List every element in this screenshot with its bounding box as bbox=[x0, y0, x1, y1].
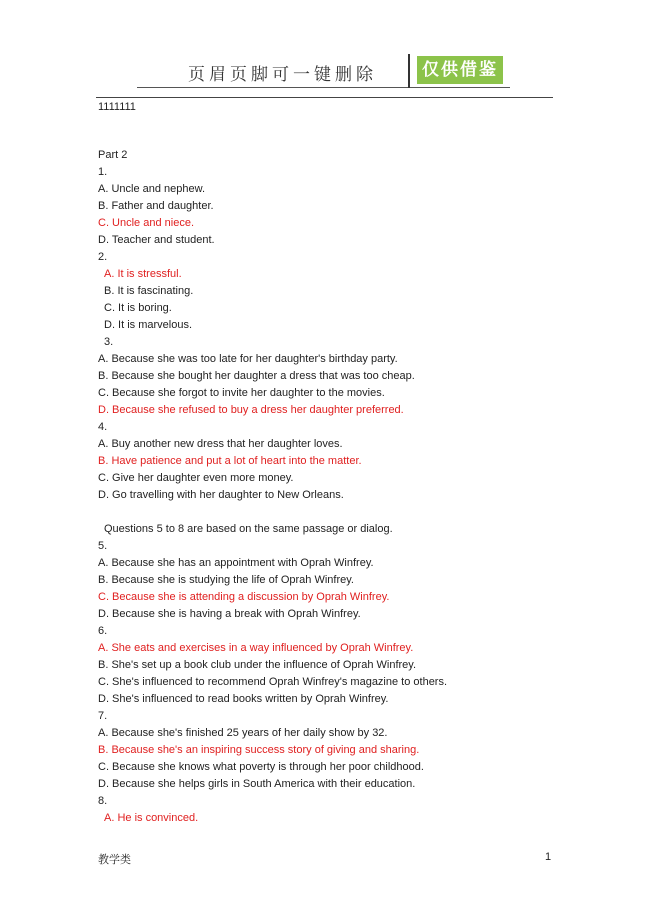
question-number: 5. bbox=[98, 540, 108, 552]
part-title: Part 2 bbox=[98, 149, 128, 161]
header-rule bbox=[137, 87, 510, 88]
option-text: D. She's influenced to read books written by Oprah Winfrey. bbox=[98, 693, 389, 705]
footer-category: 教学类 bbox=[98, 854, 131, 866]
question-number: 3. bbox=[104, 336, 114, 348]
option-text: C. Because she forgot to invite her daughter to the movies. bbox=[98, 387, 385, 399]
correct-answer: A. She eats and exercises in a way influenced by Oprah Winfrey. bbox=[98, 642, 414, 654]
option-text: C. It is boring. bbox=[104, 302, 172, 314]
option-text: A. Uncle and nephew. bbox=[98, 183, 206, 195]
correct-answer: A. It is stressful. bbox=[104, 268, 182, 280]
section-note: Questions 5 to 8 are based on the same passage or dialog. bbox=[104, 523, 393, 535]
option-text: D. Teacher and student. bbox=[98, 234, 215, 246]
option-text: B. Because she is studying the life of Oprah Winfrey. bbox=[98, 574, 354, 586]
question-number: 8. bbox=[98, 795, 108, 807]
question-number: 4. bbox=[98, 421, 108, 433]
option-text: B. She's set up a book club under the influence of Oprah Winfrey. bbox=[98, 659, 417, 671]
correct-answer: B. Have patience and put a lot of heart into the matter. bbox=[98, 455, 362, 467]
correct-answer: B. Because she's an inspiring success story of giving and sharing. bbox=[98, 744, 420, 756]
header-divider bbox=[408, 54, 410, 88]
spacer bbox=[98, 504, 558, 521]
page-number: 1 bbox=[545, 851, 552, 863]
option-text: A. Because she has an appointment with Oprah Winfrey. bbox=[98, 557, 374, 569]
correct-answer: C. Uncle and niece. bbox=[98, 217, 194, 229]
option-text: C. Give her daughter even more money. bbox=[98, 472, 294, 484]
header-bottom-rule bbox=[96, 97, 553, 98]
correct-answer: D. Because she refused to buy a dress her daughter preferred. bbox=[98, 404, 404, 416]
option-text: C. She's influenced to recommend Oprah Winfrey's magazine to others. bbox=[98, 676, 448, 688]
document-id: 1111111 bbox=[98, 101, 136, 113]
question-number: 6. bbox=[98, 625, 108, 637]
option-text: A. Because she was too late for her daughter's birthday party. bbox=[98, 353, 398, 365]
option-text: D. Go travelling with her daughter to New Orleans. bbox=[98, 489, 344, 501]
correct-answer: C. Because she is attending a discussion by Oprah Winfrey. bbox=[98, 591, 390, 603]
option-text: D. Because she helps girls in South America with their education. bbox=[98, 778, 416, 790]
option-text: B. It is fascinating. bbox=[104, 285, 194, 297]
option-text: C. Because she knows what poverty is through her poor childhood. bbox=[98, 761, 424, 773]
option-text: A. Buy another new dress that her daughter loves. bbox=[98, 438, 343, 450]
question-number: 1. bbox=[98, 166, 108, 178]
header-title: 页眉页脚可一键删除 bbox=[188, 65, 377, 85]
document-body bbox=[98, 147, 558, 827]
option-text: D. Because she is having a break with Oprah Winfrey. bbox=[98, 608, 361, 620]
option-text: D. It is marvelous. bbox=[104, 319, 193, 331]
correct-answer: A. He is convinced. bbox=[104, 812, 199, 824]
option-text: B. Because she bought her daughter a dress that was too cheap. bbox=[98, 370, 415, 382]
question-number: 2. bbox=[98, 251, 108, 263]
option-text: B. Father and daughter. bbox=[98, 200, 214, 212]
option-text: A. Because she's finished 25 years of her daily show by 32. bbox=[98, 727, 388, 739]
question-number: 7. bbox=[98, 710, 108, 722]
header-badge: 仅供借鉴 bbox=[417, 56, 503, 84]
